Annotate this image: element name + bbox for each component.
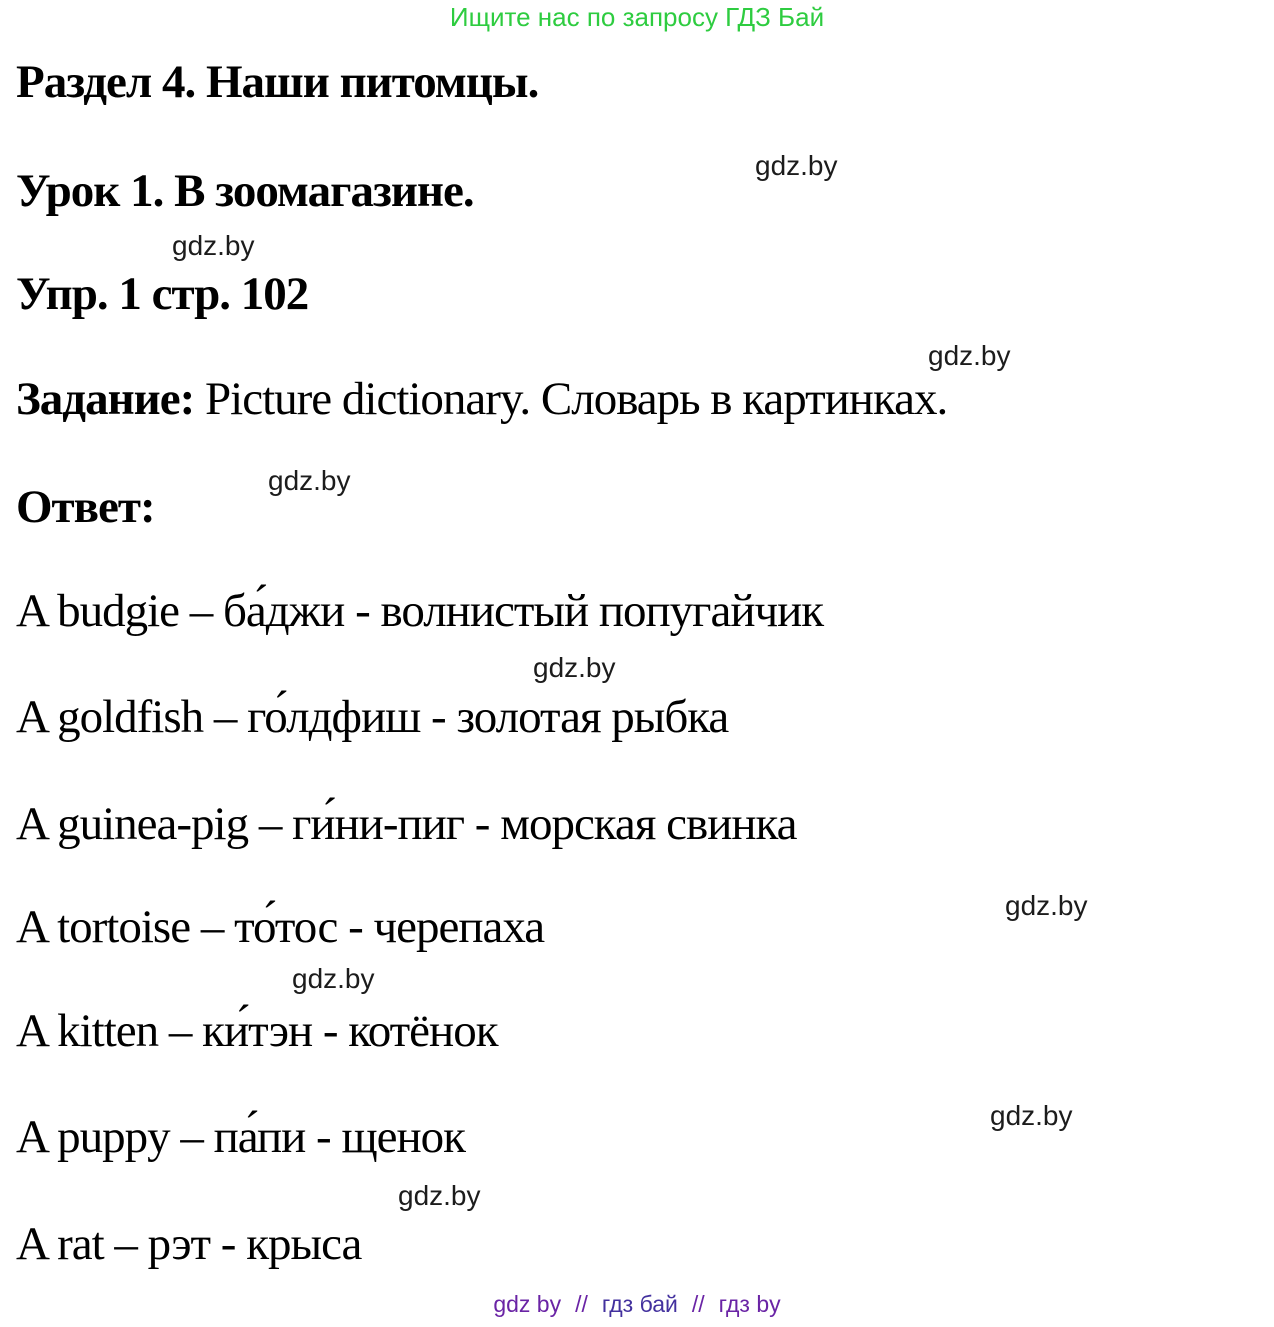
answer-label: Ответ: <box>16 481 155 533</box>
footer-part: гдз by <box>718 1291 781 1317</box>
gdz-watermark: gdz.by <box>755 150 838 181</box>
footer-part: гдз бай <box>601 1291 678 1317</box>
gdz-watermark: gdz.by <box>990 1100 1073 1131</box>
gdz-watermark: gdz.by <box>172 230 255 261</box>
footer-site-tags <box>0 1291 1274 1318</box>
gdz-watermark: gdz.by <box>292 963 375 994</box>
gdz-watermark: gdz.by <box>928 340 1011 371</box>
answer-line-kitten: A kitten – ки́тэн - котёнок <box>16 1005 498 1057</box>
answer-line-tortoise: A tortoise – то́тос - черепаха <box>16 901 545 953</box>
task-line <box>16 372 947 426</box>
task-label: Задание: <box>16 373 195 425</box>
section-heading: Раздел 4. Наши питомцы. <box>16 56 539 108</box>
task-text: Picture dictionary. Словарь в картинках. <box>194 373 948 425</box>
exercise-heading: Упр. 1 стр. 102 <box>16 268 309 320</box>
promo-banner: Ищите нас по запросу ГДЗ Бай <box>449 2 825 32</box>
footer-separator: // <box>575 1291 588 1317</box>
gdz-watermark: gdz.by <box>268 465 351 496</box>
answer-line-goldfish: A goldfish – го́лдфиш - золотая рыбка <box>16 691 729 743</box>
answer-line-rat: A rat – рэт - крыса <box>16 1218 362 1270</box>
gdz-watermark: gdz.by <box>1005 890 1088 921</box>
answer-line-budgie: A budgie – ба́джи - волнистый попугайчик <box>16 585 824 637</box>
footer-separator: // <box>691 1291 705 1317</box>
answer-line-puppy: A puppy – па́пи - щенок <box>16 1111 465 1163</box>
footer-part: gdz by <box>493 1291 562 1317</box>
answer-line-guinea-pig: A guinea-pig – ги́ни-пиг - морская свинка <box>16 798 797 850</box>
gdz-watermark: gdz.by <box>533 652 616 683</box>
gdz-watermark: gdz.by <box>398 1180 481 1211</box>
lesson-heading: Урок 1. В зоомагазине. <box>16 165 474 217</box>
